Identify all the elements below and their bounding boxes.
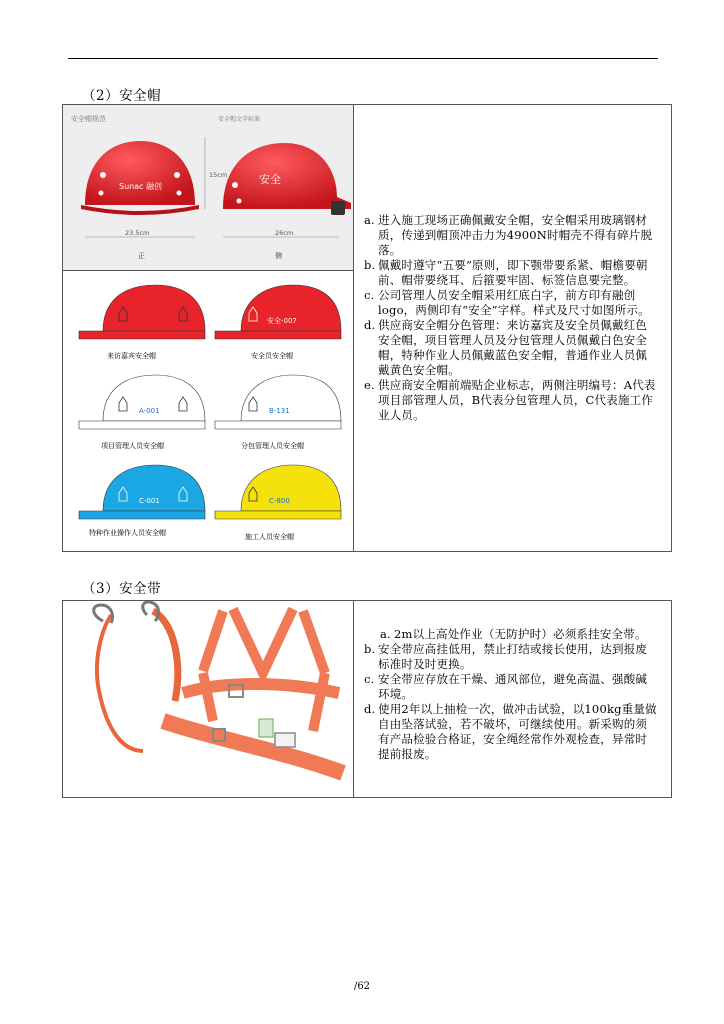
- helmet-code-subcontract-manager: B-131: [269, 407, 290, 415]
- spec-title-right: 安全帽文字标准: [218, 116, 261, 123]
- helmet-code-special-operations: C-001: [139, 497, 160, 505]
- helmet-table: [62, 104, 672, 552]
- helmet-type-white-subcontract-manager-icon: [215, 375, 341, 429]
- label-front: 正: [138, 252, 145, 260]
- helmet-note-a: a. 进入施工现场正确佩戴安全帽，安全帽采用玻璃钢材质，传递到帽顶冲击力为4900N时帽壳不得有碎片脱落。: [364, 213, 653, 257]
- header-rule: [68, 58, 658, 59]
- dim-height: 15cm: [209, 171, 228, 179]
- spec-title-left: 安全帽规范: [71, 115, 106, 123]
- helmet-notes-cell: [354, 105, 672, 552]
- caption-construction-worker: 施工人员安全帽: [245, 533, 294, 541]
- caption-special-operations: 特种作业操作人员安全帽: [89, 529, 166, 537]
- helmet-color-grid: [63, 271, 354, 552]
- helmet-type-yellow-construction-worker-icon: [215, 465, 341, 519]
- helmet-note-d: d. 供应商安全帽分色管理：来访嘉宾及安全员佩戴红色安全帽，项目管理人员及分包管理人员佩戴白色安全帽，特种作业人员佩戴蓝色安全帽，普通作业人员佩戴黄色安全帽。: [364, 318, 648, 377]
- helmet-note-b: b. 佩戴时遵守“五要”原则，即下颚带要系紧、帽檐要朝前、帽带要绕耳、后箍要牢固、标签信息要完整。: [364, 258, 648, 287]
- label-side: 侧: [275, 252, 282, 260]
- helmet-code-project-manager: A-001: [139, 407, 160, 415]
- page-number: /62: [353, 981, 371, 992]
- caption-safety-officer: 安全员安全帽: [251, 352, 293, 360]
- caption-guest: 来访嘉宾安全帽: [107, 352, 156, 360]
- belt-table: [62, 600, 672, 798]
- helmet-type-red-safety-officer-icon: [215, 285, 341, 339]
- helmet-type-red-guest-icon: [79, 285, 205, 339]
- belt-note-a: a. 2m以上高处作业（无防护时）必须系挂安全带。: [380, 627, 647, 641]
- caption-subcontract-manager: 分包管理人员安全帽: [241, 442, 304, 450]
- belt-note-d: d. 使用2年以上抽检一次，做冲击试验，以100kg重量做自由坠落试验，若不破坏，可继续使用。新采购的须有产品检验合格证，安全绳经常作外观检查，异常时提前报废。: [364, 702, 657, 761]
- section-heading-belt: （3）安全带: [82, 581, 162, 597]
- helmet-color-grid-svg: [63, 271, 353, 551]
- helmet-code-construction-worker: C-800: [269, 497, 290, 505]
- helmet-type-blue-special-operations-icon: [79, 465, 205, 519]
- safety-belt-icon: [63, 601, 353, 797]
- helmet-note-e: e. 供应商安全帽前端贴企业标志，两侧注明编号：A代表项目部管理人员，B代表分包管理人员，C代表施工作业人员。: [364, 378, 656, 422]
- dim-side-width: 26cm: [275, 229, 294, 237]
- dim-front-width: 23.5cm: [125, 229, 150, 237]
- belt-note-b: b. 安全带应高挂低用，禁止打结或接长使用，达到报废标准时及时更换。: [364, 642, 648, 671]
- helmet-code-safety-officer: 安全-007: [267, 317, 297, 325]
- helmet-notes: [364, 213, 657, 423]
- front-logo-text: Sunac 融创: [119, 182, 163, 191]
- caption-project-manager: 项目管理人员安全帽: [101, 442, 164, 450]
- helmet-spec-illustration: [63, 105, 353, 270]
- section-heading-helmet: （2）安全帽: [82, 88, 162, 104]
- side-safety-text: 安全: [259, 173, 281, 186]
- helmet-spec-photo: [63, 105, 354, 271]
- belt-photo: [63, 601, 354, 798]
- helmet-note-c: c. 公司管理人员安全帽采用红底白字，前方印有融创logo，两侧印有“安全”字样。样式及尺寸如图所示。: [364, 288, 650, 317]
- belt-note-c: c. 安全带应存放在干燥、通风部位，避免高温、强酸碱环境。: [364, 672, 648, 701]
- helmet-type-white-project-manager-icon: [79, 375, 205, 429]
- belt-notes-cell: [354, 601, 672, 798]
- belt-notes: [364, 627, 657, 762]
